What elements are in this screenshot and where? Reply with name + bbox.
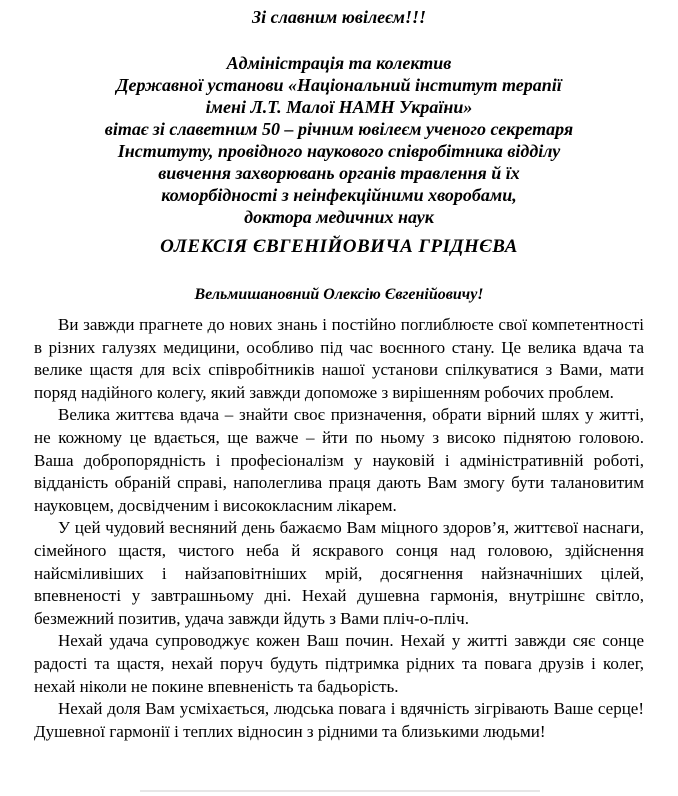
header-line: Адміністрація та колектив — [226, 53, 452, 73]
header-line: Інституту, провідного наукового співробітника відділу — [117, 141, 561, 161]
congratulation-header — [8, 52, 670, 228]
letter-paragraph: Ви завжди прагнете до нових знань і постійно поглиблюєте свої компетентності в різних галузях медицини, особливо під час воєнного стану. Це велика вдача та велике щастя для всіх співробітників нашої установи спілкуватися з Вами, мати поряд надійного колегу, який завжди допоможе з вирішенням робочих проблем. — [34, 315, 644, 402]
page-divider — [140, 790, 540, 792]
header-line: вивчення захворювань органів травлення й їх — [158, 163, 520, 183]
honoree-name: ОЛЕКСІЯ ЄВГЕНІЙОВИЧА ГРІДНЄВА — [160, 236, 518, 257]
letter-paragraph: У цей чудовий весняний день бажаємо Вам міцного здоров’я, життєвої наснаги, сімейного щастя, чистого неба й яскравого сонця над головою, здійснення найсміливіших і найзаповітніших мрій, досягнення найзначніших цілей, впевненості у завтрашньому дні. Нехай душевна гармонія, внутрішнє світло, безмежний позитив, удача завжди йдуть з Вами пліч-о-пліч. — [34, 518, 644, 628]
letter-paragraph: Велика життєва вдача – знайти своє призначення, обрати вірний шлях у житті, не кожному це вдається, ще важче – йти по ньому з високо піднятою головою. Ваша добропорядність і професіоналізм у науковій і адміністративній роботі, відданість обраній справі, наполеглива праця дають Вам змогу бути талановитим науковцем, досвідченим і висококласним лікарем. — [34, 405, 644, 515]
header-line: коморбідності з неінфекційними хворобами, — [161, 185, 517, 205]
letter-paragraph: Нехай доля Вам усміхається, людська повага і вдячність зігрівають Ваше серце! Душевної гармонії і теплих відносин з рідними та близькими людьми! — [34, 699, 644, 741]
letter-paragraph: Нехай удача супроводжує кожен Ваш почин. Нехай у житті завжди сяє сонце радості та щастя, нехай поруч будуть підтримка рідних та повага друзів і колег, нехай ніколи не покине впевненість та бадьорість. — [34, 631, 644, 696]
greeting-heading: Зі славним ювілеєм!!! — [252, 7, 426, 27]
salutation: Вельмишановний Олексію Євгенійовичу! — [194, 286, 484, 303]
header-line: вітає зі славетним 50 – річним ювілеєм ученого секретаря — [104, 119, 574, 139]
header-line: Державної установи «Національний інститут терапії — [116, 75, 562, 95]
header-line: імені Л.Т. Малої НАМН України» — [205, 97, 473, 117]
header-line: доктора медичних наук — [244, 207, 434, 227]
letter-body — [34, 314, 644, 743]
